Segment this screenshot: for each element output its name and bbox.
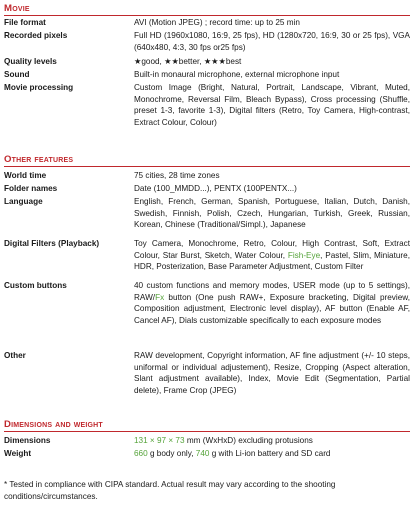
label-digital-filters: Digital Filters (Playback) (4, 239, 100, 248)
value-custom-buttons (134, 280, 410, 326)
value-recorded-pixels: Full HD (1960x1080, 16:9, 25 fps), HD (1280x720, 16:9, 30 or 25 fps), VGA (640x480, 4:3, 30 fps or25 fps) (134, 31, 410, 52)
dimensions-text: mm (WxHxD) excluding protusions (184, 436, 313, 445)
filters-text-a: Toy Camera, Monochrome, Retro, Colour, High Contrast, Soft, Extract Colour, Star Burst, Sketch, Water Colour, (134, 239, 410, 260)
weight-full: 740 (195, 449, 210, 458)
value-sound: Built-in monaural microphone, external microphone input (134, 70, 340, 79)
label-custom-buttons: Custom buttons (4, 281, 67, 290)
label-dimensions: Dimensions (4, 436, 51, 445)
filters-text-b: , Pastel, Slim, Miniature, HDR, Posterization, Base Parameter Adjustment, Custom Filter (134, 250, 410, 271)
section-title-dimensions: Dimensions and weight (4, 419, 103, 430)
section-rule (4, 166, 410, 167)
section-rule (4, 15, 410, 16)
value-digital-filters (134, 238, 410, 273)
weight-text-mid: g body only, (147, 449, 196, 458)
value-world-time: 75 cities, 28 time zones (134, 171, 220, 180)
custom-text-b: button (One push RAW+, Exposure bracketing, Digital preview, Composition adjustment, Electronic level display), AF button (Enable AF, Cancel AF), Dials customizable specifically to each exposure modes (134, 292, 410, 325)
label-world-time: World time (4, 171, 47, 180)
label-movie-processing: Movie processing (4, 83, 74, 92)
custom-text-fx: Fx (155, 292, 165, 302)
value-language: English, French, German, Spanish, Portuguese, Italian, Dutch, Danish, Swedish, Finnish, Polish, Czech, Hungarian, Turkish, Greek, Russian, Korean, Chinese (Traditional/Simpl.), Japanese (134, 197, 410, 229)
value-folder-names: Date (100_MMDD...), PENTX (100PENTX...) (134, 184, 297, 193)
label-folder-names: Folder names (4, 184, 58, 193)
section-title-other: Other features (4, 154, 74, 165)
footnote: * Tested in compliance with CIPA standard. Actual result may vary according to the shooting conditions/circumstances. (4, 480, 336, 501)
value-quality-levels: ★good, ★★better, ★★★best (134, 57, 242, 66)
label-recorded-pixels: Recorded pixels (4, 31, 68, 40)
dimensions-numbers: 131 × 97 × 73 (134, 436, 185, 445)
value-dimensions (134, 435, 410, 447)
value-other: RAW development, Copyright information, AF fine adjustment (+/- 10 steps, uniformal or individual adjustement), Resize, Cropping (Aspect alteration, Slant adjustment available), Index, Movie Edit (Segmentation, Partial delete), Frame Crop (JPEG) (134, 351, 410, 395)
value-weight (134, 448, 410, 460)
label-language: Language (4, 197, 43, 206)
value-file-format: AVI (Motion JPEG) ; record time: up to 25 min (134, 18, 300, 27)
label-sound: Sound (4, 70, 30, 79)
section-rule (4, 431, 410, 432)
value-movie-processing: Custom Image (Bright, Natural, Portrait, Landscape, Vibrant, Muted, Monochrome, Reversal Film, Bleach Bypass), Cross processing (Shuffle, preset 1-3, favorite 1-3), Digital filters (Retro, Toy Camera, High-contrast, Extract Colour, Colour) (134, 83, 410, 127)
label-file-format: File format (4, 18, 46, 27)
label-quality-levels: Quality levels (4, 57, 57, 66)
weight-body: 660 (134, 449, 148, 458)
label-weight: Weight (4, 449, 32, 458)
filters-text-fisheye: Fish-Eye (287, 250, 321, 260)
section-title-movie: Movie (4, 3, 30, 14)
weight-text-rest: g with Li-ion battery and SD card (209, 449, 331, 458)
label-other: Other (4, 351, 26, 360)
custom-text-a: 40 custom functions and memory modes, USER mode (up to 5 settings), RAW/ (134, 281, 410, 302)
